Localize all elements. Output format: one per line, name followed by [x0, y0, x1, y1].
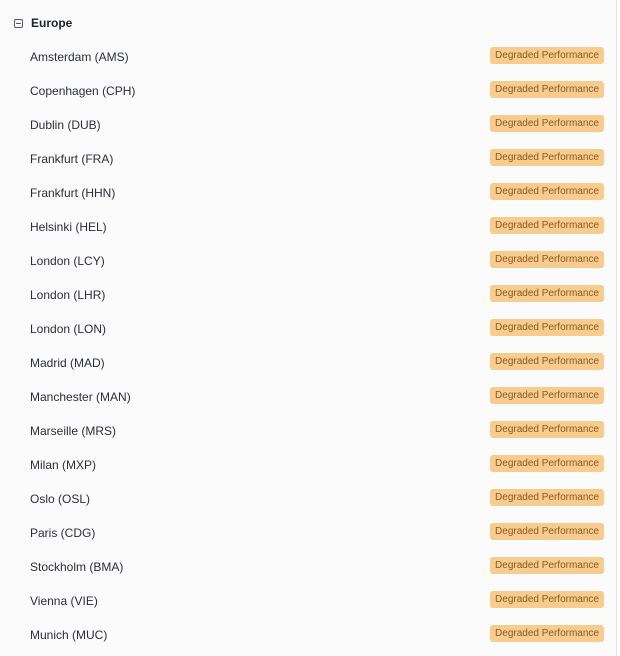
status-badge: Degraded Performance [490, 251, 604, 268]
location-row [0, 40, 617, 74]
location-row [0, 448, 617, 482]
location-row [0, 278, 617, 312]
status-badge: Degraded Performance [490, 319, 604, 336]
location-name: Marseille (MRS) [30, 424, 117, 438]
status-badge: Degraded Performance [490, 81, 604, 98]
location-name: Munich (MUC) [30, 628, 108, 642]
location-name: Frankfurt (FRA) [30, 152, 114, 166]
location-name: Manchester (MAN) [30, 390, 131, 404]
status-badge: Degraded Performance [490, 115, 604, 132]
location-row [0, 176, 617, 210]
location-name: London (LHR) [30, 288, 106, 302]
location-name: Milan (MXP) [30, 458, 97, 472]
location-row [0, 210, 617, 244]
collapse-minus-icon[interactable] [14, 19, 23, 28]
status-badge: Degraded Performance [490, 149, 604, 166]
location-row [0, 380, 617, 414]
location-name: Frankfurt (HHN) [30, 186, 116, 200]
group-title: Europe [31, 16, 73, 30]
status-badge: Degraded Performance [490, 387, 604, 404]
location-name: Vienna (VIE) [30, 594, 98, 608]
status-badge: Degraded Performance [490, 353, 604, 370]
location-row [0, 482, 617, 516]
location-row [0, 108, 617, 142]
location-row [0, 312, 617, 346]
location-row [0, 550, 617, 584]
location-name: London (LON) [30, 322, 107, 336]
status-badge: Degraded Performance [490, 455, 604, 472]
location-row [0, 244, 617, 278]
location-row [0, 584, 617, 618]
location-name: Dublin (DUB) [30, 118, 101, 132]
location-row [0, 74, 617, 108]
location-name: Stockholm (BMA) [30, 560, 124, 574]
location-name: London (LCY) [30, 254, 105, 268]
status-badge: Degraded Performance [490, 421, 604, 438]
status-badge: Degraded Performance [490, 285, 604, 302]
location-row [0, 414, 617, 448]
location-name: Paris (CDG) [30, 526, 96, 540]
group-toggle-europe[interactable] [14, 14, 72, 32]
status-badge: Degraded Performance [490, 489, 604, 506]
status-badge: Degraded Performance [490, 183, 604, 200]
location-name: Amsterdam (AMS) [30, 50, 129, 64]
status-badge: Degraded Performance [490, 591, 604, 608]
location-row [0, 346, 617, 380]
location-row [0, 142, 617, 176]
status-badge: Degraded Performance [490, 217, 604, 234]
location-name: Helsinki (HEL) [30, 220, 107, 234]
location-row [0, 516, 617, 550]
location-name: Copenhagen (CPH) [30, 84, 136, 98]
status-badge: Degraded Performance [490, 47, 604, 64]
location-name: Madrid (MAD) [30, 356, 105, 370]
location-row [0, 618, 617, 652]
status-badge: Degraded Performance [490, 557, 604, 574]
location-list [0, 40, 617, 652]
status-badge: Degraded Performance [490, 523, 604, 540]
location-name: Oslo (OSL) [30, 492, 91, 506]
status-badge: Degraded Performance [490, 625, 604, 642]
